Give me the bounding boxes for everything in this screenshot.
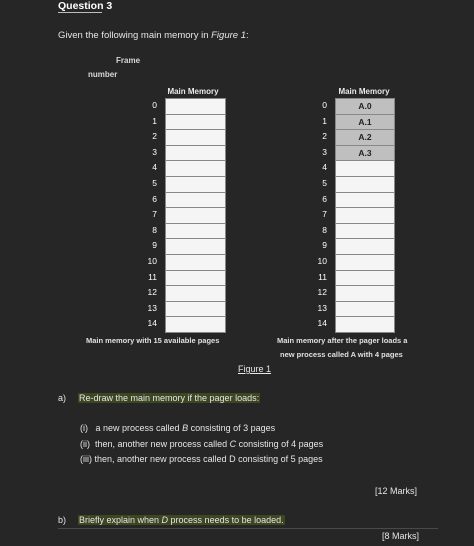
right-memory-cell <box>336 286 394 302</box>
left-memory-cell <box>166 161 225 177</box>
right-frame-number: 5 <box>322 177 327 188</box>
right-frame-number: 0 <box>322 100 327 110</box>
left-frame-number: 13 <box>147 302 157 313</box>
right-memory-cell <box>336 239 394 255</box>
right-frame-number: 10 <box>317 255 327 266</box>
right-memory-header: Main Memory <box>338 87 390 96</box>
left-frame-number: 5 <box>152 177 157 188</box>
left-frame-number: 1 <box>152 115 157 126</box>
part-a-item-ii: (ii) then, another new process called C consisting of 4 pages <box>80 439 324 449</box>
left-frame-number: 12 <box>147 287 157 298</box>
left-memory-cell <box>166 286 225 302</box>
left-memory-cell <box>166 239 225 255</box>
left-frame-number: 9 <box>152 240 157 251</box>
left-memory-caption: Main memory with 15 available pages <box>86 336 220 345</box>
part-a-item-iii: (iii) then, another new process called D consisting of 5 pages <box>80 454 323 464</box>
right-memory-cell: A.0 <box>336 99 394 115</box>
left-memory-cell <box>166 317 225 332</box>
left-frame-number: 7 <box>152 209 157 220</box>
left-frame-number: 11 <box>148 271 157 282</box>
number-label: number <box>88 70 118 79</box>
title-underline <box>58 12 102 13</box>
right-frame-number: 4 <box>322 162 327 173</box>
left-frame-number: 14 <box>147 318 157 329</box>
left-memory-table <box>165 98 226 333</box>
right-frame-number: 7 <box>322 209 327 220</box>
frame-label: Frame <box>116 56 141 65</box>
right-memory-cell <box>336 161 394 177</box>
right-memory-cell: A.1 <box>336 115 394 131</box>
left-frame-number: 3 <box>152 146 157 157</box>
question-title: Question 3 <box>58 0 113 12</box>
left-memory-cell <box>166 115 225 131</box>
part-a-marks: [12 Marks] <box>375 486 418 496</box>
part-a-prompt: Re-draw the main memory if the pager loads: <box>79 393 260 403</box>
left-frame-number: 6 <box>152 193 157 204</box>
right-frame-number: 3 <box>322 146 327 157</box>
left-frame-number: 8 <box>152 224 157 235</box>
part-b-label: b) <box>58 515 67 525</box>
right-frame-number: 9 <box>322 240 327 251</box>
left-frame-number: 2 <box>152 131 157 142</box>
left-memory-cell <box>166 255 225 271</box>
intro-text: Given the following main memory in Figure 1: <box>58 30 249 41</box>
right-memory-cell <box>336 177 394 193</box>
right-frame-number: 1 <box>322 115 327 126</box>
right-frame-number: 14 <box>317 318 327 329</box>
left-memory-cell <box>166 99 225 115</box>
left-memory-cell <box>166 208 225 224</box>
right-memory-cell <box>336 317 394 332</box>
right-memory-caption-line1: Main memory after the pager loads a <box>277 336 408 345</box>
right-frame-number: 2 <box>322 131 327 142</box>
left-frame-number: 10 <box>147 255 157 266</box>
left-frame-numbers <box>141 98 157 332</box>
part-b-marks: [8 Marks] <box>382 531 420 541</box>
right-frame-number: 11 <box>318 271 327 282</box>
right-memory-cell <box>336 224 394 240</box>
left-memory-cell <box>166 271 225 287</box>
right-frame-number: 6 <box>322 193 327 204</box>
left-memory-cell <box>166 193 225 209</box>
left-memory-cell <box>166 302 225 318</box>
part-b-prompt: Briefly explain when D process needs to be loaded. <box>79 515 284 525</box>
right-memory-table <box>335 98 395 333</box>
right-memory-cell: A.2 <box>336 130 394 146</box>
right-frame-numbers <box>311 98 327 332</box>
left-memory-cell <box>166 224 225 240</box>
right-memory-cell <box>336 302 394 318</box>
left-memory-cell <box>166 130 225 146</box>
left-frame-number: 4 <box>152 162 157 173</box>
right-frame-number: 12 <box>317 287 327 298</box>
left-memory-cell <box>166 146 225 162</box>
part-a-item-i: (i) a new process called B consisting of 3 pages <box>80 423 276 433</box>
right-memory-cell <box>336 193 394 209</box>
right-memory-cell <box>336 255 394 271</box>
right-memory-cell <box>336 208 394 224</box>
left-memory-cell <box>166 177 225 193</box>
right-memory-caption-line2: new process called A with 4 pages <box>280 350 403 359</box>
divider <box>58 528 438 529</box>
left-memory-header: Main Memory <box>167 87 219 96</box>
right-frame-number: 13 <box>317 302 327 313</box>
right-frame-number: 8 <box>322 224 327 235</box>
right-memory-cell: A.3 <box>336 146 394 162</box>
figure-caption: Figure 1 <box>238 364 272 374</box>
right-memory-cell <box>336 271 394 287</box>
left-frame-number: 0 <box>152 100 157 110</box>
part-a-label: a) <box>58 393 67 403</box>
